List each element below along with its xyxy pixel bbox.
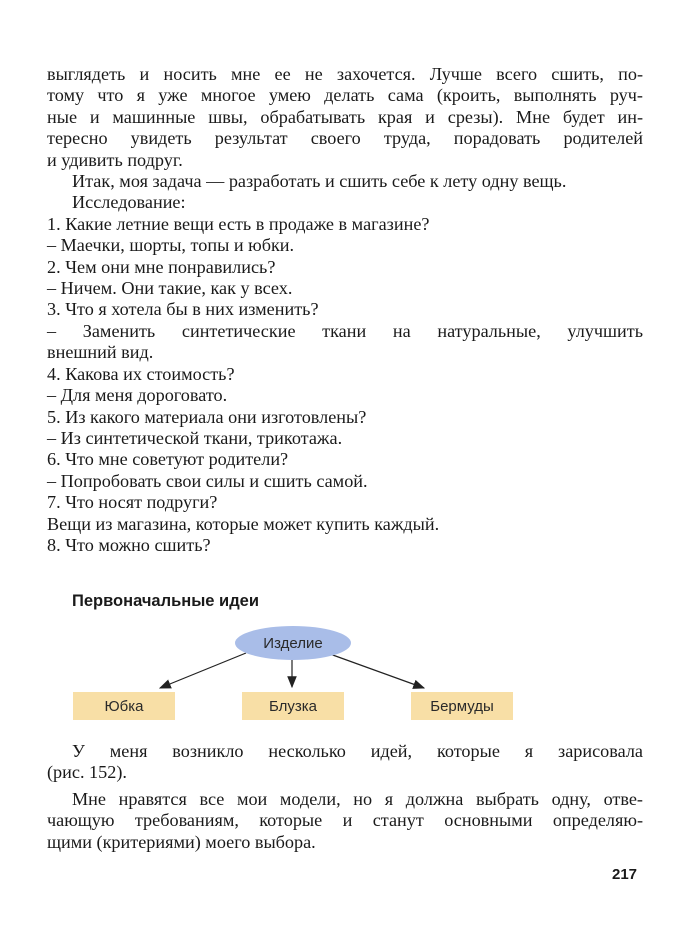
ideas-paragraph bbox=[47, 741, 643, 784]
text-line: выглядеть и носить мне ее не захочется. Лучше всего сшить, по- bbox=[47, 64, 643, 84]
text-line: тому что я уже многое умею делать сама (кроить, выполнять руч- bbox=[47, 85, 643, 106]
arrow-to-skirt bbox=[160, 653, 246, 688]
qa-line: 7. Что носят подруги? bbox=[47, 492, 218, 513]
qa-line: – Из синтетической ткани, трикотажа. bbox=[47, 427, 343, 448]
qa-line: 8. Что можно сшить? bbox=[47, 534, 211, 555]
text-line: ные и машинные швы, обрабатывать края и срезы). Мне будет ин- bbox=[47, 106, 643, 127]
qa-line: 3. Что я хотела бы в них изменить? bbox=[47, 299, 319, 320]
text-line: щими (критериями) моего выбора. bbox=[47, 831, 316, 852]
qa-line: – Ничем. Они такие, как у всех. bbox=[47, 278, 293, 299]
text-line: тересно увидеть результат своего труда, порадовать родителей bbox=[47, 128, 643, 149]
final-paragraph bbox=[47, 789, 643, 853]
text-line: чающую требованиям, которые и станут основными определяю- bbox=[47, 810, 643, 831]
task-line: Итак, моя задача — разработать и сшить себе к лету одну вещь. bbox=[72, 171, 567, 192]
qa-line: – Маечки, шорты, топы и юбки. bbox=[47, 235, 295, 256]
arrow-to-bermudas bbox=[330, 654, 424, 688]
text-line: У меня возникло несколько идей, которые я зарисовала bbox=[72, 741, 643, 761]
qa-line: 1. Какие летние вещи есть в продаже в магазине? bbox=[47, 213, 430, 234]
root-label: Изделие bbox=[263, 635, 323, 652]
qa-line: 6. Что мне советуют родители? bbox=[47, 449, 289, 470]
diagram-child-skirt bbox=[73, 692, 175, 720]
research-label: Исследование: bbox=[72, 192, 186, 213]
child-label: Бермуды bbox=[430, 698, 494, 715]
child-label: Блузка bbox=[268, 698, 318, 715]
text-line: и удивить подруг. bbox=[47, 149, 183, 170]
qa-line: 4. Какова их стоимость? bbox=[47, 363, 235, 384]
child-label: Юбка bbox=[104, 698, 144, 715]
qa-line: внешний вид. bbox=[47, 342, 154, 363]
qa-line: 2. Чем они мне понравились? bbox=[47, 256, 276, 277]
text-line: (рис. 152). bbox=[47, 762, 127, 783]
qa-line: – Для меня дороговато. bbox=[47, 385, 228, 406]
text-line: Мне нравятся все мои модели, но я должна выбрать одну, отве- bbox=[72, 789, 643, 809]
diagram-root-node bbox=[235, 626, 351, 660]
page-number: 217 bbox=[612, 866, 638, 883]
qa-line: – Попробовать свои силы и сшить самой. bbox=[47, 470, 368, 491]
qa-line: Вещи из магазина, которые может купить каждый. bbox=[47, 513, 440, 534]
diagram-child-bermudas bbox=[411, 692, 513, 720]
qa-line: 5. Из какого материала они изготовлены? bbox=[47, 406, 367, 427]
section-heading: Первоначальные идеи bbox=[72, 592, 259, 610]
qa-line: – Заменить синтетические ткани на натуральные, улучшить bbox=[47, 320, 643, 341]
diagram-child-blouse bbox=[242, 692, 344, 720]
